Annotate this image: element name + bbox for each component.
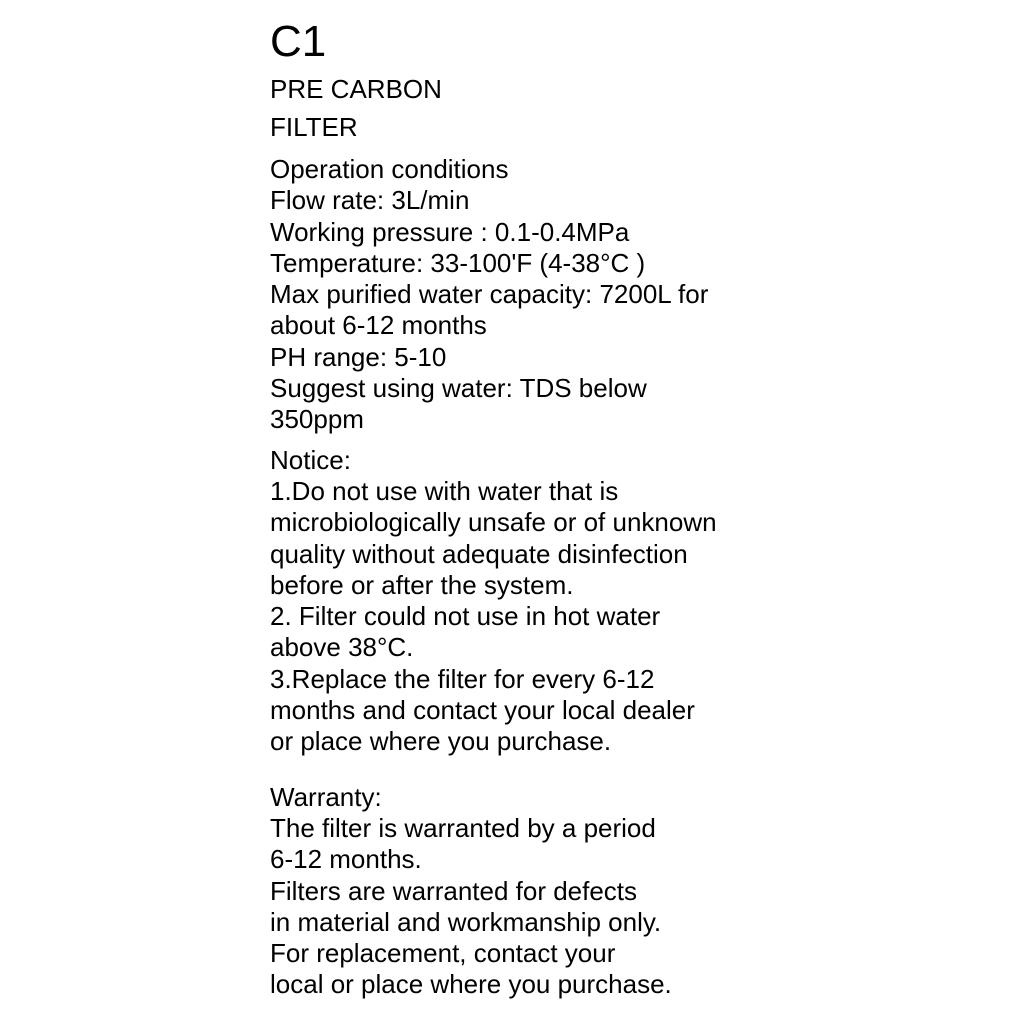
operation-line: Temperature: 33-100'F (4-38°C ) [270, 247, 646, 278]
notice-line: months and contact your local dealer [270, 695, 695, 726]
notice-section [270, 445, 1010, 758]
product-name [270, 70, 1010, 146]
filter-label [270, 16, 1010, 1001]
notice-line: quality without adequate disinfection [270, 538, 688, 569]
notice-line: 1.Do not use with water that is [270, 475, 619, 506]
notice-line: before or after the system. [270, 569, 574, 600]
warranty-line: in material and workmanship only. [270, 906, 662, 937]
warranty-line: local or place where you purchase. [270, 969, 672, 1000]
warranty-line: Filters are warranted for defects [270, 875, 638, 906]
warranty-line: For replacement, contact your [270, 938, 616, 969]
notice-line: 3.Replace the filter for every 6-12 [270, 663, 655, 694]
operation-line: Flow rate: 3L/min [270, 185, 470, 216]
operation-line: Max purified water capacity: 7200L for [270, 279, 709, 310]
notice-line: or place where you purchase. [270, 726, 612, 757]
product-name-line: FILTER [270, 112, 358, 142]
product-code: C1 [270, 17, 327, 66]
operation-line: 350ppm [270, 404, 364, 435]
product-name-line: PRE CARBON [270, 74, 442, 104]
operation-line: about 6-12 months [270, 310, 487, 341]
notice-line: above 38°C. [270, 632, 414, 663]
warranty-section [270, 782, 1010, 1001]
operation-line: PH range: 5-10 [270, 341, 447, 372]
notice-line: 2. Filter could not use in hot water [270, 601, 661, 632]
warranty-line: The filter is warranted by a period [270, 812, 656, 843]
section-heading: Notice: [270, 444, 351, 475]
section-heading: Operation conditions [270, 154, 509, 184]
operation-line: Suggest using water: TDS below [270, 373, 647, 404]
operation-conditions-section [270, 154, 1010, 436]
operation-line: Working pressure : 0.1-0.4MPa [270, 216, 630, 247]
warranty-line: 6-12 months. [270, 844, 422, 875]
section-heading: Warranty: [270, 781, 382, 812]
notice-line: microbiologically unsafe or of unknown [270, 507, 717, 538]
